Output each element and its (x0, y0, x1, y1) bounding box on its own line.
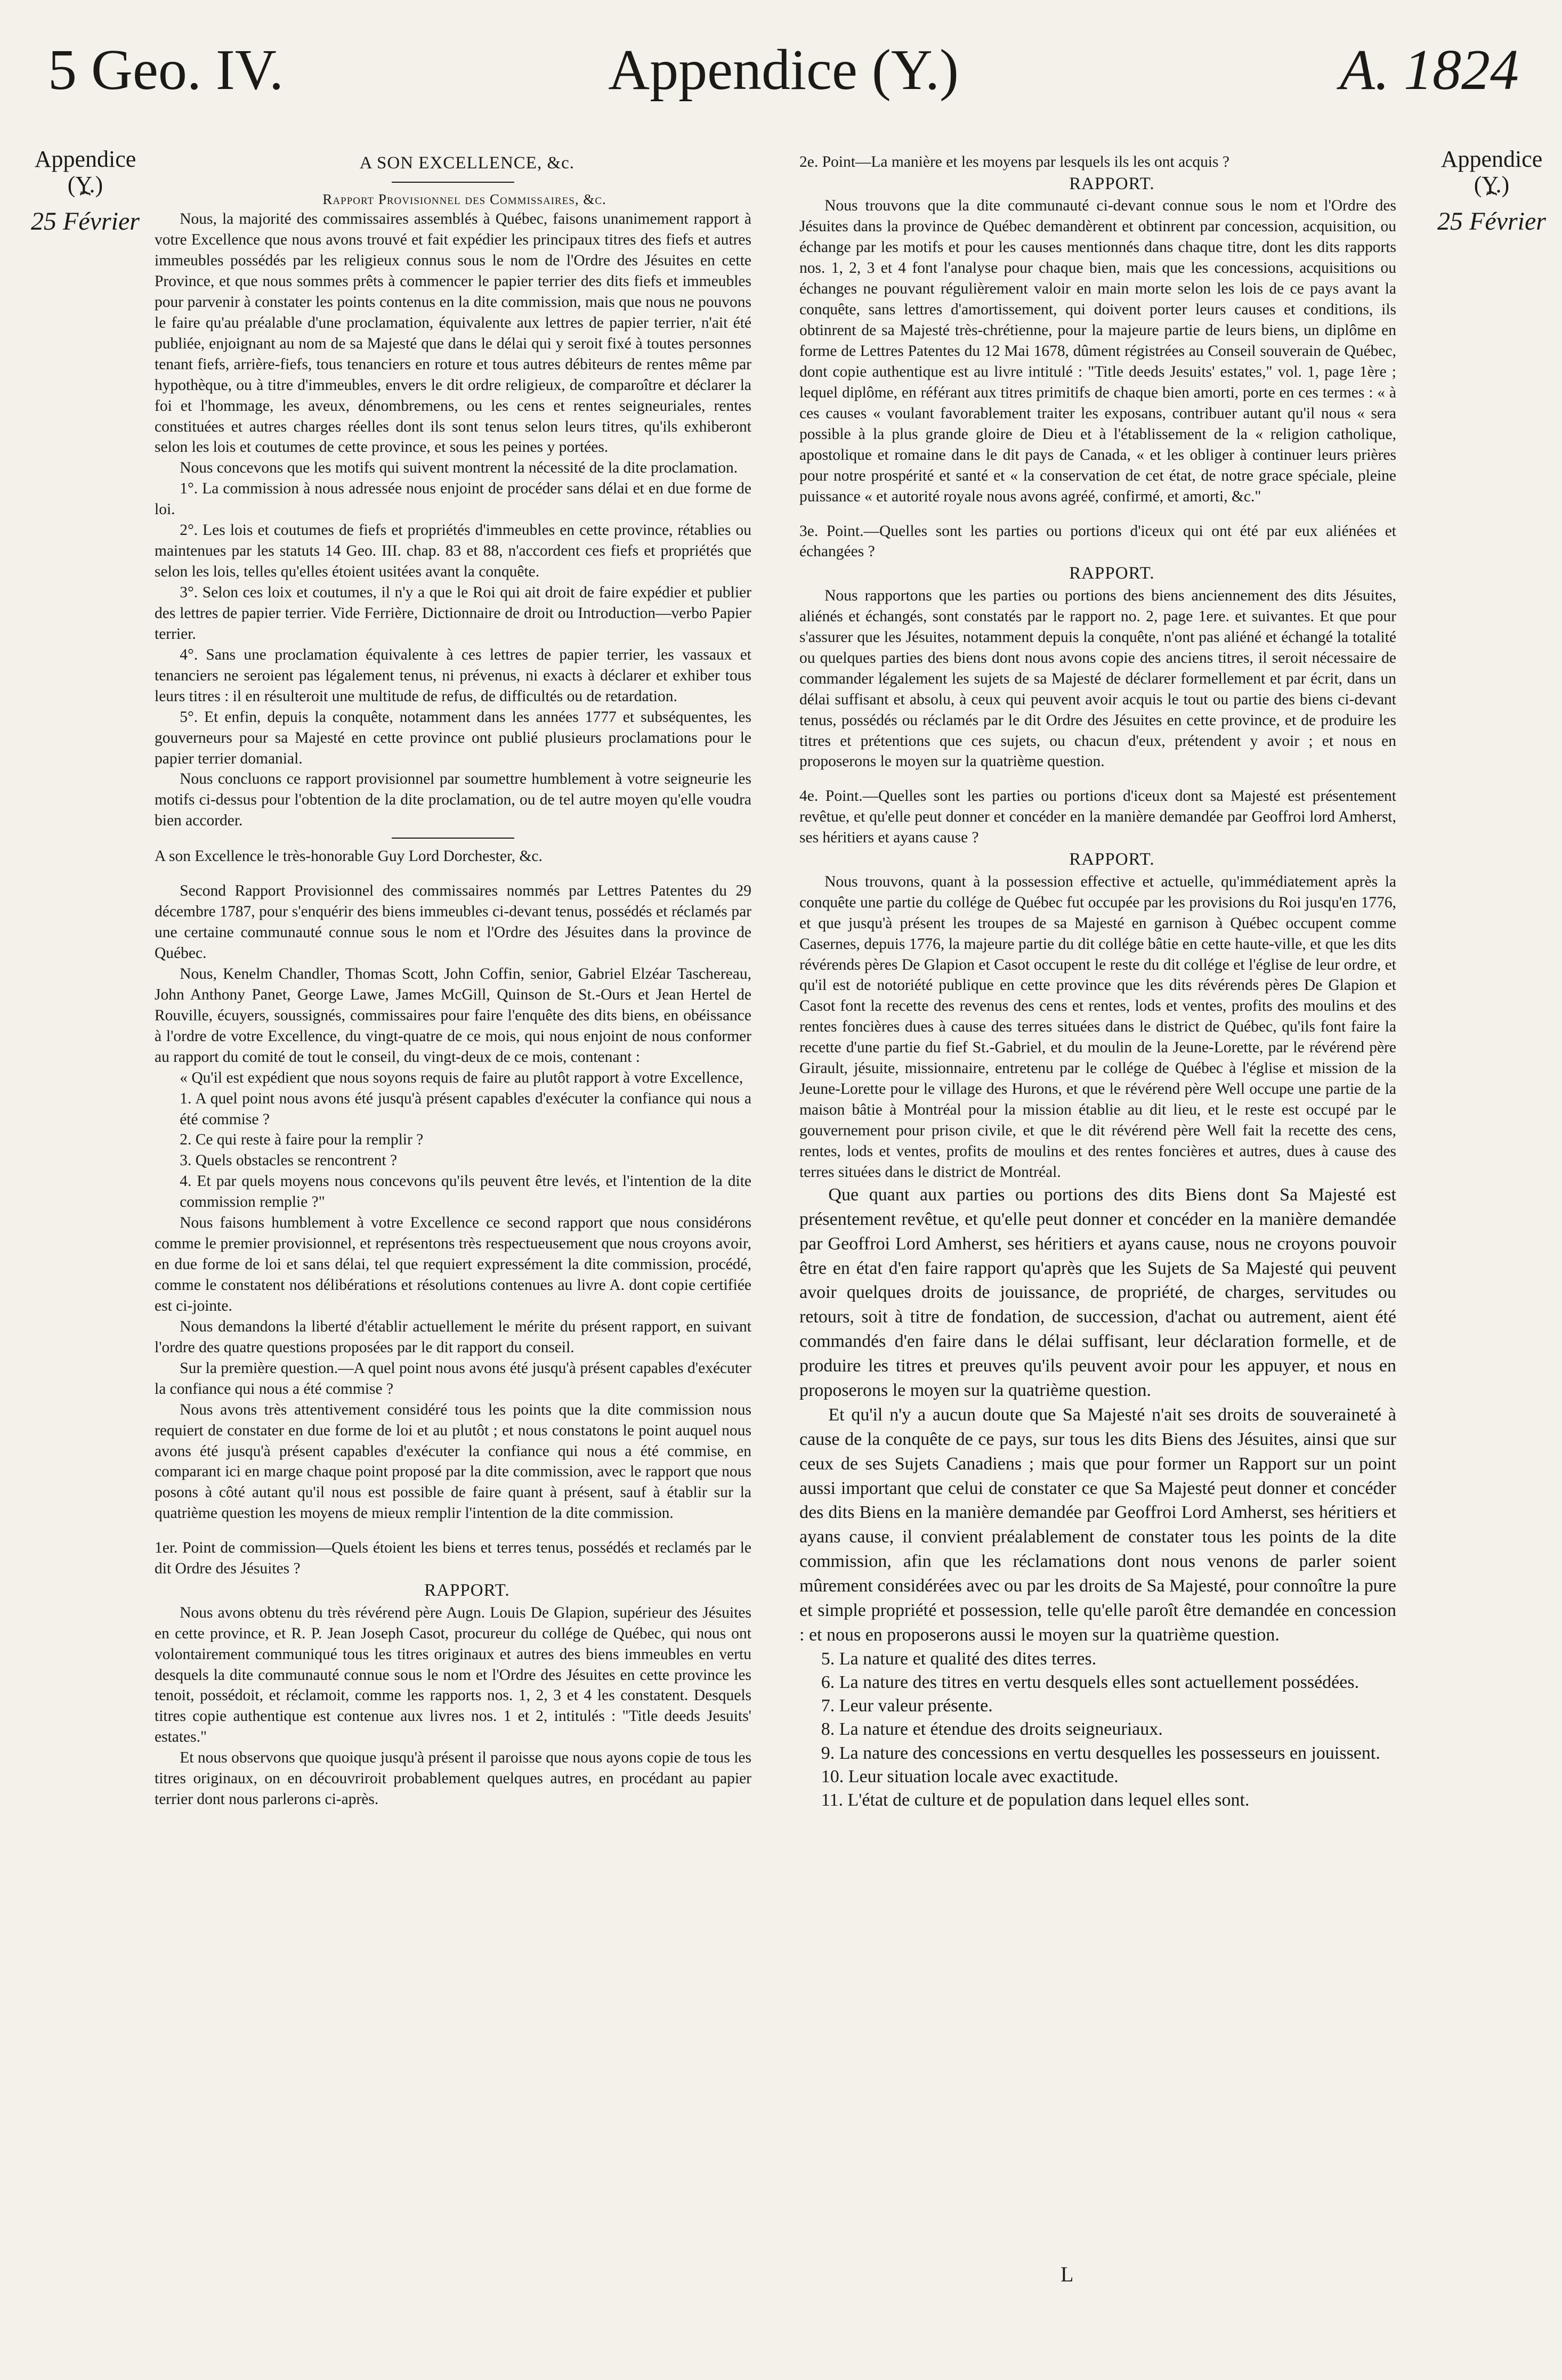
list-item: 5. La nature et qualité des dites terres. (821, 1648, 1097, 1669)
paragraph: Nous trouvons que la dite communauté ci-devant connue sous le nom et l'Ordre des Jésuites dans la province de Québec demandèrent et obtinrent par concession, acquisition, ou échange par les motifs et pour les causes mentionnés dans chaque titre, dont les dits rapports nos. 1, 2, 3 et 4 font l'analyse pour chaque bien, mais que les concessions, acquisitions ou échanges ne pouvant régulièrement valoir en main morte selon les lois de ce pays avant la conquête, sans lettres d'amortissement, qui doivent porter leurs causes et conditions, ils obtinrent de sa Majesté très-chrétienne, pour la majeure partie de leurs biens, un diplôme en forme de Lettres Patentes du 12 Mai 1678, dûment régistrées au Conseil souverain de Québec, dont copie authentique est au livre intitulé : "Title deeds Jesuits' estates," vol. 1, page 1ère ; lequel diplôme, en référant aux titres primitifs de chaque bien amorti, porte en ces termes : « à ces causes « voulant favorablement traiter les exposans, contribuer autant qu'il nous « sera possible à la plus grande gloire de Dieu et à l'établissement de la « religion catholique, apostolique et romaine dans le dit pays de Canada, « et les obliger à continuer leurs prières pour notre prospérité et santé et « la conservation de cet état, de notre grace spéciale, pleine puissance « et autorité royale nous avons agréé, confirmé, et amorti, &c." (799, 197, 1396, 505)
margin-brace-icon: ⏞ (79, 192, 91, 213)
rapport-heading: RAPPORT. (1069, 564, 1155, 583)
paragraph: Sur la première question.—A quel point nous avons été jusqu'à présent capables d'exécuter la confiance qui nous a été commise ? (155, 1359, 751, 1398)
paragraph: Nous avons obtenu du très révérend père Augn. Louis De Glapion, supérieur des Jésuites en cette province, et R. P. Jean Joseph Casot, procureur du collége de Québec, qui nous ont volontairement communiqué tous les titres originaux et autres des biens immeubles en vertu desquels la dite communauté connue sous le nom et l'Ordre des Jésuites en cette province les tenoit, possédoit, et réclamoit, comme les rapports nos. 1, 2, 3 et 4 les constatent. Desquels titres copie authentique est contenue aux livres nos. 1 et 2, intitulés : "Title deeds Jesuits' estates." (155, 1604, 751, 1746)
paragraph: Second Rapport Provisionnel des commissaires nommés par Lettres Patentes du 29 décembre 1787, pour s'enquérir des biens immeubles ci-devant tenus, possédés et réclamés par une certaine communauté connue sous le nom et l'Ordre des Jésuites dans la province de Québec. (155, 882, 751, 962)
point-heading: 3e. Point.—Quelles sont les parties ou portions d'iceux qui ont été par eux aliénées et échangées ? (799, 522, 1396, 561)
list-item: 8. La nature et étendue des droits seigneuriaux. (821, 1719, 1163, 1740)
paragraph: Nous, Kenelm Chandler, Thomas Scott, John Coffin, senior, Gabriel Elzéar Taschereau, John Anthony Panet, George Lawe, James McGill, Quinson de St.-Ours et Jean Hertel de Rouville, écuyers, soussignés, commissaires pour faire l'enquête des dits biens, en obéissance à l'ordre de votre Excellence, du vingt-quatre de ce mois, qui nous enjoint de nous conformer au rapport du comité de tout le conseil, du vingt-deux de ce mois, contenant : (155, 965, 751, 1066)
question-item: 2. Ce qui reste à faire pour la remplir ? (180, 1131, 424, 1149)
paragraph: 4°. Sans une proclamation équivalente à ces lettres de papier terrier, les vassaux et tenanciers ne seroient pas légalement tenus, ni prévenus, ni exacts à déclarer et exhiber tous leurs titres : il en résulteroit une multitude de refus, de difficultés ou de retardation. (155, 646, 751, 705)
paragraph: Nous avons très attentivement considéré tous les points que la dite commission nous requiert de constater en due forme de loi et au plutôt ; et nous constatons le point auquel nous avons été jusqu'à présent capables d'exécuter la confiance qui nous a été commise, en comparant ici en marge chaque point proposé par la dite commission, avec le rapport que nous posons à côté autant qu'il nous est possible de faire quant à présent, sauf à établir sur la quatrième question les moyens de mieux remplir l'intention de la dite commission. (155, 1401, 751, 1522)
left-column (155, 152, 751, 2336)
paragraph: Que quant aux parties ou portions des dits Biens dont Sa Majesté est présentement revêtue, et qu'elle peut donner et concéder en la manière demandée par Geoffroi Lord Amherst, ses héritiers et ayans cause, nous ne croyons pouvoir être en état d'en faire rapport qu'après que les Sujets de Sa Majesté qui peuvent avoir quelques droits de jouissance, de propriété, de charges, servitudes ou retours, soit à titre de fondation, de succession, d'achat ou autrement, aient été commandés d'en faire dans le délai suffisant, leur déclaration formelle, et de produire les titres et preuves qu'ils peuvent avoir pour les appuyer, et nous en proposerons le moyen sur la quatrième question. (799, 1184, 1396, 1400)
page-header (48, 37, 1519, 107)
catchword: L (1061, 2262, 1074, 2286)
paragraph: Nous, la majorité des commissaires assemblés à Québec, faisons unanimement rapport à votre Excellence que nous avons trouvé et fait expédier les principaux titres des fiefs et autres immeubles possédés par les religieux connus sous le nom de l'Ordre des Jésuites en cette Province, et que nous sommes prêts à commencer le papier terrier des dits fiefs et immeubles pour parvenir à constater les points contenus en la dite commission, mais que nous ne pouvons le faire qu'au préalable d'une proclamation, équivalente aux lettres de papier terrier, n'ait été publiée, enjoignant au nom de sa Majesté que dans le délai qui y seroit fixé à toutes personnes tenant fiefs, arrière-fiefs, tous tenanciers en roture et tous autres débiteurs de rentes même par hypothèque, ou à titre d'immeubles, envers le dit ordre religieux, de comparoître et déclarer la foi et l'hommage, les aveux, dénombremens, ou les cens et rentes seigneuriales, rentes constituées et autres charges réelles dont ils sont tenus selon leurs titres, qu'ils exhiberont selon les lois et coutumes de cette province, et sous les peines y portées. (155, 210, 751, 456)
header-appendix-title: Appendice (Y.) (608, 38, 959, 102)
address-line: A son Excellence le très-honorable Guy Lord Dorchester, &c. (155, 848, 543, 865)
paragraph: 5°. Et enfin, depuis la conquête, notamment dans les années 1777 et subséquentes, les gouverneurs pour sa Majesté en cette province ont publié plusieurs proclamations pour le papier terrier domanial. (155, 708, 751, 767)
right-column (799, 152, 1396, 2336)
report-subtitle: Rapport Provisionnel des Commissaires, &c. (322, 191, 606, 207)
point-heading: 4e. Point.—Quelles sont les parties ou portions d'iceux dont sa Majesté est présentement revêtue, et qu'elle peut donner et concéder en la manière demandée par Geoffroi lord Amherst, ses héritiers et ayans cause ? (799, 787, 1396, 847)
paragraph: Et qu'il n'y a aucun doute que Sa Majesté n'ait ses droits de souveraineté à cause de la conquête de ce pays, sur tous les dits Biens des Jésuites, ainsi que sur ceux de ses Sujets Canadiens ; mais que pour former un Rapport sur un point aussi important que celui de constater ce que Sa Majesté peut donner et concéder des dits Biens en la manière demandée par Geoffroi Lord Amherst, ses héritiers et ayans cause, il convient préalablement de constater tous les points de la dite commission, afin que les réclamations dont nous venons de parler soient mûrement considérées avec ou par les droits de Sa Majesté, pour connoître la pure et simple propriété et possession, telle qu'elle paroît être demandée en concession : et nous en proposerons aussi le moyen sur la quatrième question. (799, 1404, 1396, 1645)
point-heading: 2e. Point—La manière et les moyens par lesquels ils les ont acquis ? (799, 153, 1229, 170)
margin-brace-icon: ⏞ (1486, 192, 1498, 213)
paragraph: Et nous observons que quoique jusqu'à présent il paroisse que nous ayons copie de tous les titres originaux, on en découvriroit probablement quelques autres, en procédant au papier terrier dont nous parlerons ci-après. (155, 1749, 751, 1808)
paragraph: « Qu'il est expédient que nous soyons requis de faire au plutôt rapport à votre Excellence, (180, 1069, 743, 1086)
paragraph: 2°. Les lois et coutumes de fiefs et propriétés d'immeubles en cette province, rétablies ou maintenues par les statuts 14 Geo. III. chap. 83 et 88, n'accordent ces fiefs et propriétés que selon les lois, telles qu'elles étoient usitées avant la conquête. (155, 522, 751, 581)
point-heading: 1er. Point de commission—Quels étoient les biens et terres tenus, possédés et reclamés par le dit Ordre des Jésuites ? (155, 1539, 751, 1578)
list-item: 6. La nature des titres en vertu desquels elles sont actuellement possédées. (821, 1672, 1359, 1692)
rapport-heading: RAPPORT. (424, 1581, 510, 1601)
paragraph: 3°. Selon ces loix et coutumes, il n'y a que le Roi qui ait droit de faire expédier et publier des lettres de papier terrier. Vide Ferrière, Dictionnaire de droit ou Introduction—verbo Papier terrier. (155, 584, 751, 643)
paragraph: Nous concluons ce rapport provisionnel par soumettre humblement à votre seigneurie les motifs ci-dessus pour l'obtention de la dite proclamation, ou de tel autre moyen qu'elle voudra bien accorder. (155, 770, 751, 830)
margin-date: 25 Février (31, 207, 140, 236)
paragraph: Nous demandons la liberté d'établir actuellement le mérite du présent rapport, en suivant l'ordre des quatre questions proposées par le dit rapport du conseil. (155, 1318, 751, 1356)
paragraph: Nous trouvons, quant à la possession effective et actuelle, qu'immédiatement après la conquête une partie du collége de Québec fut occupée par les provisions du Roi jusqu'en 1776, et que jusqu'à présent les troupes de sa Majesté en garnison à Québec occupent comme Casernes, depuis 1776, la majeure partie du dit collége bâtie en cette haute-ville, et que les dits révérends pères De Glapion et Casot occupent le reste du dit collége et l'église de leur ordre, et qu'il est de notoriété publique en cette province que les dits révérends pères De Glapion et Casot font la recette des revenus des cens et rentes, lods et ventes, profits des moulins et des rentes foncières dues à cause des terres situées dans le district de Québec, qu'ils font faire la recette d'une partie du fief St.-Gabriel, et du moulin de la Jeune-Lorette, par le révérend père Girault, jésuite, missionnaire, entretenu par le collége de Québec à l'église et mission de la Jeune-Lorette pour le village des Hurons, et que le révérend père Well occupe une partie de la maison bâtie à Montréal pour la mission établie au dit lieu, et le reste est occupé par le gouvernement pour prison civile, et que le dit révérend père Well fait la recette des cens, rentes, lods et ventes, profits de moulins et des rentes foncières et autres, dues à cause des terres situées dans le district de Montréal. (799, 873, 1396, 1181)
margin-label: Appendice (1440, 146, 1543, 172)
left-margin-note (21, 147, 149, 235)
rapport-heading: RAPPORT. (1069, 174, 1155, 193)
question-item: 4. Et par quels moyens nous concevons qu'ils peuvent être levés, et l'intention de la dite commission remplie ?" (180, 1173, 751, 1211)
margin-label: Appendice (34, 146, 136, 172)
right-margin-note (1428, 147, 1556, 235)
divider (392, 838, 514, 839)
margin-code: (Y.) (67, 171, 103, 198)
question-item: 3. Quels obstacles se rencontrent ? (180, 1152, 398, 1169)
paragraph: Nous rapportons que les parties ou portions des biens anciennement des dits Jésuites, aliénés et échangés, sont constatés par le rapport no. 2, page 1ere. et suivantes. Et que pour s'assurer que les Jésuites, notamment depuis la conquête, n'ont pas aliéné et échangé la totalité ou quelques parties des biens dont nous avons copie des anciens titres, il seroit nécessaire de commander légalement les sujets de sa Majesté de déclarer formellement et par écrit, dans un délai suffisant et absolu, à ceux qui peuvent avoir acquis le tout ou partie des biens ci-devant tenus, possédés ou réclamés par le dit Ordre des Jésuites en cette province, et de produire les titres et prétentions que ces sujets, ou chacun d'eux, prétendent y avoir ; et nous en proposerons le moyen sur la quatrième question. (799, 587, 1396, 770)
header-regnal-year: 5 Geo. IV. (48, 38, 284, 102)
list-item: 7. Leur valeur présente. (821, 1696, 993, 1716)
margin-date: 25 Février (1437, 207, 1546, 236)
divider (392, 182, 514, 183)
question-item: 1. A quel point nous avons été jusqu'à présent capables d'exécuter la confiance qui nous a été commise ? (180, 1090, 751, 1128)
header-year: A. 1824 (1340, 38, 1519, 102)
paragraph: 1°. La commission à nous adressée nous enjoint de procéder sans délai et en due forme de loi. (155, 480, 751, 518)
paragraph: Nous concevons que les motifs qui suivent montrent la nécessité de la dite proclamation. (180, 459, 738, 477)
list-item: 10. Leur situation locale avec exactitude. (821, 1766, 1119, 1786)
rapport-heading: RAPPORT. (1069, 850, 1155, 870)
margin-code: (Y.) (1474, 171, 1510, 198)
list-item: 11. L'état de culture et de population dans lequel elles sont. (821, 1790, 1250, 1810)
address-heading: A SON EXCELLENCE, &c. (359, 153, 575, 173)
list-item: 9. La nature des concessions en vertu desquelles les possesseurs en jouissent. (821, 1743, 1380, 1763)
paragraph: Nous faisons humblement à votre Excellence ce second rapport que nous considérons comme le premier provisionnel, et représentons très respectueusement que nous croyons avoir, en due forme de loi et sans délai, tel que requiert expressément la dite commission, procédé, comme le constatent nos délibérations et résolutions contenues au livre A. dont copie certifiée est ci-jointe. (155, 1214, 751, 1314)
